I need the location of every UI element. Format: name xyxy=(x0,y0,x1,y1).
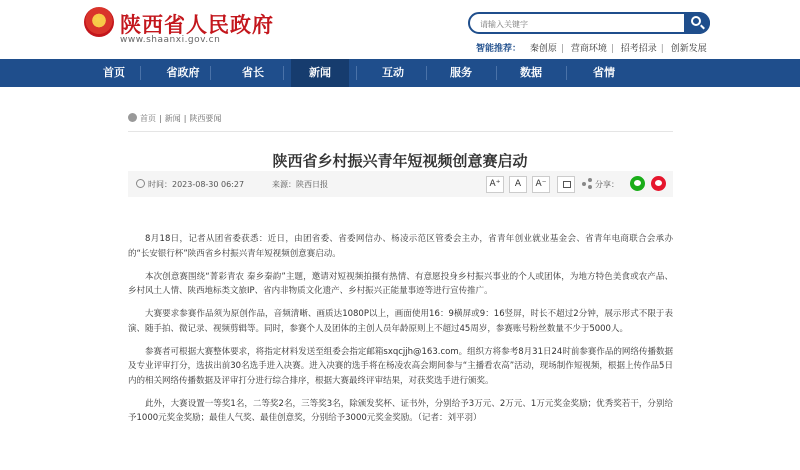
article-paragraph: 大赛要求参赛作品须为原创作品，音频清晰、画质达1080P以上，画面使用16：9横屏或9：16竖屏，时长不超过2分钟，展示形式不限于表演、随手拍、微记录、视频剪辑等。同时，参赛个人及团体的主创人员年龄原则上不超过45周岁，参赛账号粉丝数量不少于5000人。 xyxy=(128,309,673,334)
breadcrumb xyxy=(128,113,221,124)
nav-item-home[interactable]: 首页 xyxy=(103,66,125,79)
share-label: 分享： xyxy=(595,180,619,189)
weibo-icon[interactable] xyxy=(651,176,666,191)
smart-rec-link[interactable]: 招考招录 xyxy=(620,44,657,54)
divider xyxy=(210,66,211,80)
share-icon-dot xyxy=(582,182,586,186)
divider: | xyxy=(610,44,614,54)
breadcrumb-news[interactable]: 新闻 xyxy=(164,114,181,123)
font-increase-button[interactable]: A⁺ xyxy=(486,176,504,193)
share-icon-dot xyxy=(588,178,592,182)
article-paragraph: 8月18日，记者从团省委获悉：近日，由团省委、省委网信办、杨凌示范区管委会主办，省青年创业就业基金会、省青年电商联合会承办的“长安银行杯”陕西省乡村振兴青年短视频创意赛启动。 xyxy=(128,234,673,259)
divider: | xyxy=(560,44,564,54)
divider xyxy=(566,66,567,80)
article-meta-bar xyxy=(128,171,673,197)
national-emblem-icon[interactable] xyxy=(84,7,114,37)
search-button[interactable] xyxy=(684,12,710,34)
site-header xyxy=(0,0,800,58)
divider xyxy=(283,66,284,80)
main-nav xyxy=(0,59,800,87)
nav-item-interaction[interactable]: 互动 xyxy=(382,66,404,79)
breadcrumb-home[interactable]: 首页 xyxy=(140,114,156,123)
article-paragraph: 本次创意赛围绕“菁彩青农 秦乡秦韵”主题，邀请对短视频拍摄有热情、有意愿投身乡村振兴事业的个人或团体，为地方特色美食或农产品、乡村风土人情、陕西地标类文旅IP、省内非物质文化遗产、乡村振兴正能量事迹等进行宣传推广。 xyxy=(128,271,673,296)
print-icon xyxy=(563,181,571,188)
article-body xyxy=(128,232,673,434)
article-paragraph: 参赛者可根据大赛整体要求，将指定材料发送至组委会指定邮箱sxqcjjh@163.com。组织方将参考8月31日24时前参赛作品的网络传播数据及专业评审打分，选拔出前30名选手进入决赛。进入决赛的选手将在杨凌农高会期间参与“主播看农高”活动，现场制作短视频，根据上传作品5日内的相关网络传播数据及评审打分进行综合排序，根据大赛最终评审结果，对获奖选手进行颁奖。 xyxy=(128,346,673,386)
divider xyxy=(426,66,427,80)
star-icon: ★ xyxy=(93,13,103,26)
print-button[interactable] xyxy=(557,176,575,193)
site-url: www.shaanxi.gov.cn xyxy=(120,35,221,45)
smart-rec-link[interactable]: 创新发展 xyxy=(670,44,707,54)
article-time: 时间：2023-08-30 06:27 xyxy=(148,180,245,189)
breadcrumb-separator: | xyxy=(159,114,162,123)
site-title[interactable]: 陕西省人民政府 xyxy=(120,12,274,37)
divider xyxy=(356,66,357,80)
smart-rec-link[interactable]: 秦创原 xyxy=(529,44,557,54)
nav-item-province-info[interactable]: 省情 xyxy=(593,66,615,79)
share-icon-dot xyxy=(588,185,592,189)
nav-item-services[interactable]: 服务 xyxy=(450,66,472,79)
nav-item-provincial-gov[interactable]: 省政府 xyxy=(166,66,200,79)
font-default-button[interactable]: A xyxy=(509,176,527,193)
clock-icon xyxy=(136,179,145,188)
nav-item-governor[interactable]: 省长 xyxy=(242,66,264,79)
divider xyxy=(128,131,673,132)
font-decrease-button[interactable]: A⁻ xyxy=(532,176,550,193)
article-paragraph: 此外，大赛设置一等奖1名，二等奖2名，三等奖3名，除颁发奖杯、证书外，分别给予3万元、2万元、1万元奖金奖励；优秀奖若干，分别给予1000元奖金奖励；最佳人气奖、最佳创意奖，分别给予3000元奖金奖励。（记者：刘平羽） xyxy=(128,398,673,423)
smart-recommend xyxy=(476,41,711,54)
smart-recommend-label: 智能推荐： xyxy=(476,44,522,54)
wechat-icon[interactable] xyxy=(630,176,645,191)
home-icon xyxy=(128,113,137,122)
search-box xyxy=(468,12,710,34)
divider xyxy=(140,66,141,80)
share-icon xyxy=(582,178,592,189)
nav-item-data[interactable]: 数据 xyxy=(520,66,542,79)
search-input[interactable] xyxy=(480,17,680,31)
article-source: 来源：陕西日报 xyxy=(272,180,328,189)
divider xyxy=(496,66,497,80)
breadcrumb-separator: | xyxy=(183,114,187,123)
search-icon xyxy=(691,16,701,26)
smart-rec-link[interactable]: 营商环境 xyxy=(570,44,607,54)
breadcrumb-shaanxi-news[interactable]: 陕西要闻 xyxy=(189,114,222,123)
divider: | xyxy=(660,44,664,54)
article-title: 陕西省乡村振兴青年短视频创意赛启动 xyxy=(272,152,528,170)
nav-item-news[interactable]: 新闻 xyxy=(291,59,349,87)
